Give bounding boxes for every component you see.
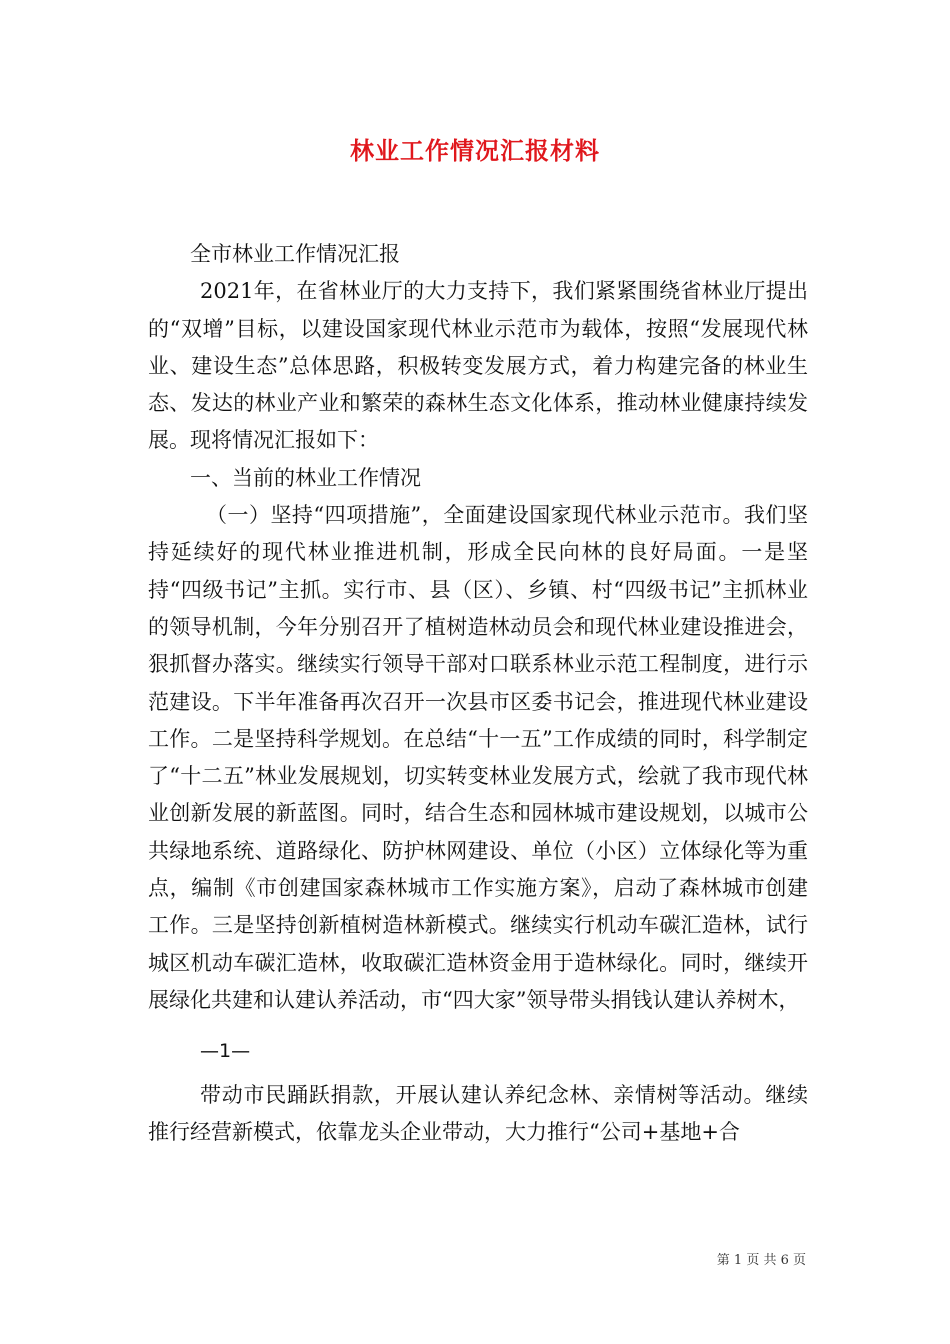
page-number-footer: 第 1 页 共 6 页 <box>716 1253 806 1268</box>
document-body <box>148 236 808 1151</box>
section-heading: 一、当前的林业工作情况 <box>190 465 421 490</box>
page-marker: —1— <box>200 1040 251 1063</box>
document-title: 林业工作情况汇报材料 <box>350 136 600 165</box>
document-subtitle: 全市林业工作情况汇报 <box>190 242 400 266</box>
body-paragraph: （一）坚持“四项措施”，全面建设国家现代林业示范市。我们坚持延续好的现代林业推进机制，形成全民向林的良好局面。一是坚持“四级书记”主抓。实行市、县（区）、乡镇、村“四级书记”主抓林业的领导机制，今年分别召开了植树造林动员会和现代林业建设推进会，狠抓督办落实。继续实行领导干部对口联系林业示范工程制度，进行示范建设。下半年准备再次召开一次县市区委书记会，推进现代林业建设工作。二是坚持科学规划。在总结“十一五”工作成绩的同时，科学制定了“十二五”林业发展规划，切实转变林业发展方式，绘就了我市现代林业创新发展的新蓝图。同时，结合生态和园林城市建设规划，以城市公共绿地系统、道路绿化、防护林网建设、单位（小区）立体绿化等为重点，编制《市创建国家森林城市工作实施方案》，启动了森林城市创建工作。三是坚持创新植树造林新模式。继续实行机动车碳汇造林，试行城区机动车碳汇造林，收取碳汇造林资金用于造林绿化。同时，继续开展绿化共建和认建认养活动，市“四大家”领导带头捐钱认建认养树木， <box>148 503 808 1012</box>
body-paragraph-continued: 带动市民踊跃捐款，开展认建认养纪念林、亲情树等活动。继续推行经营新模式，依靠龙头企业带动，大力推行“公司+基地+合 <box>148 1082 808 1144</box>
intro-paragraph: 2021年，在省林业厅的大力支持下，我们紧紧围绕省林业厅提出的“双增”目标，以建设国家现代林业示范市为载体，按照“发展现代林业、建设生态”总体思路，积极转变发展方式，着力构建完备的林业生态、发达的林业产业和繁荣的森林生态文化体系，推动林业健康持续发展。现将情况汇报如下： <box>148 279 808 453</box>
